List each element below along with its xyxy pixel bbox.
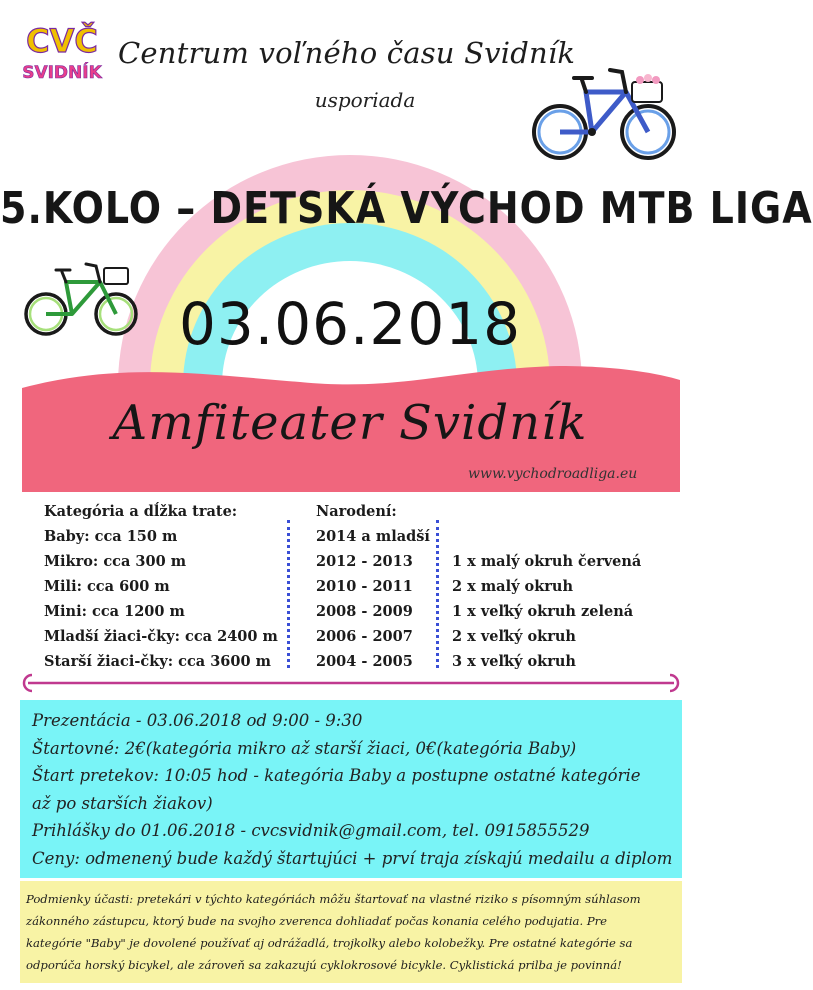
category-row: Starší žiaci-čky: cca 3600 m <box>44 653 271 670</box>
info-line-registration: Prezentácia - 03.06.2018 od 9:00 - 9:30 <box>32 711 363 730</box>
info-line-start: Štart pretekov: 10:05 hod - kategória Baby a postupne ostatné kategórie <box>32 766 641 785</box>
website-link[interactable]: www.vychodroadliga.eu <box>468 466 638 482</box>
laps-row: 3 x veľký okruh <box>452 653 576 670</box>
category-header: Kategória a dĺžka trate: <box>44 503 238 520</box>
birth-row: 2008 - 2009 <box>316 603 413 620</box>
column-divider-dots <box>436 520 439 668</box>
event-title: 5.KOLO – DETSKÁ VÝCHOD MTB LIGA <box>0 182 813 234</box>
info-line-signup: Prihlášky do 01.06.2018 - cvcsvidnik@gmail.com, tel. 0915855529 <box>32 821 590 840</box>
info-line-start-cont: až po starších žiakov) <box>32 793 213 813</box>
event-date: 03.06.2018 <box>178 290 522 358</box>
organizer-title: Centrum voľného času Svidník <box>118 36 576 70</box>
category-row: Mili: cca 600 m <box>44 578 170 595</box>
laps-row: 1 x veľký okruh zelená <box>452 603 634 620</box>
organizer-subtitle: usporiada <box>314 88 416 112</box>
birth-row: 2012 - 2013 <box>316 553 413 570</box>
birth-year-column <box>316 499 430 674</box>
laps-row: 2 x veľký okruh <box>452 628 576 645</box>
info-line-fee: Štartovné: 2€(kategória mikro až starší žiaci, 0€(kategória Baby) <box>32 738 577 758</box>
birth-row: 2014 a mladší <box>316 528 430 545</box>
logo-line1: CVČ <box>26 22 98 60</box>
category-row: Baby: cca 150 m <box>44 528 178 545</box>
conditions-text <box>26 888 676 976</box>
conditions-line: kategórie "Baby" je dovolené používať aj odrážadlá, trojkolky alebo kolobežky. Pre ostatné kategórie sa <box>26 936 633 950</box>
category-column <box>44 499 278 674</box>
blue-bicycle-icon <box>530 62 680 167</box>
info-text <box>32 707 672 872</box>
category-row: Mladší žiaci-čky: cca 2400 m <box>44 628 278 645</box>
conditions-line: Podmienky účasti: pretekári v týchto kategóriách môžu štartovať na vlastné riziko s písomným súhlasom <box>26 892 641 906</box>
logo-graphic <box>18 16 106 88</box>
conditions-line: zákonného zástupcu, ktorý bude na svojho zverenca dohliadať počas konania celého podujatia. Pre <box>26 914 608 928</box>
cvc-svidnik-logo <box>18 16 106 88</box>
conditions-line: odporúča horský bicykel, ale zároveň sa zakazujú cyklokrosové bicykle. Cyklistická prilba je povinná! <box>26 958 622 972</box>
birth-header: Narodení: <box>316 503 397 520</box>
category-row: Mini: cca 1200 m <box>44 603 185 620</box>
laps-row: 2 x malý okruh <box>452 578 573 595</box>
birth-row: 2010 - 2011 <box>316 578 413 595</box>
venue-name: Amfiteater Svidník <box>112 395 588 451</box>
birth-row: 2006 - 2007 <box>316 628 413 645</box>
laps-row: 1 x malý okruh červená <box>452 553 642 570</box>
birth-row: 2004 - 2005 <box>316 653 413 670</box>
info-line-prizes: Ceny: odmenený bude každý štartujúci + prví traja získajú medailu a diplom <box>32 848 673 868</box>
category-row: Mikro: cca 300 m <box>44 553 187 570</box>
laps-column <box>452 549 641 674</box>
section-divider <box>20 672 682 694</box>
logo-line2: SVIDNÍK <box>22 63 102 83</box>
column-divider-dots <box>287 520 290 668</box>
